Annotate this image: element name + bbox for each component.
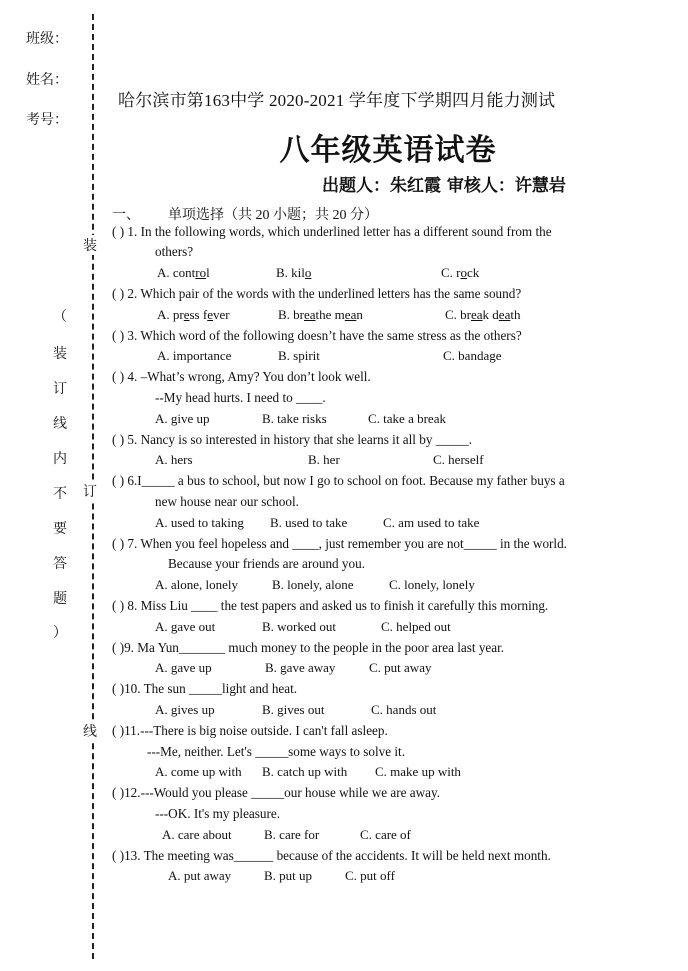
question-2-stem: ( ) 2. Which pair of the words with the underlined letters has the same sound? xyxy=(112,286,522,301)
binding-note-char: 订 xyxy=(53,382,67,397)
question-6-option-a: A. used to taking xyxy=(155,515,244,530)
question-11-option-c: C. make up with xyxy=(375,764,461,779)
question-6-option-c: C. am used to take xyxy=(383,515,480,530)
question-4-option-b: B. take risks xyxy=(262,411,327,426)
question-3-option-b: B. spirit xyxy=(278,348,320,363)
question-5-stem: ( ) 5. Nancy is so interested in history that she learns it all by _____. xyxy=(112,432,473,447)
question-7-option-b: B. lonely, alone xyxy=(272,577,354,592)
question-4-stem-continued: --My head hurts. I need to ____. xyxy=(155,390,326,405)
question-1-stem-continued: others? xyxy=(155,244,194,259)
question-12-option-a: A. care about xyxy=(162,827,232,842)
question-3-option-c: C. bandage xyxy=(443,348,502,363)
question-10-option-c: C. hands out xyxy=(371,702,437,717)
binding-mark-char: 装 xyxy=(80,235,100,255)
question-11-option-a: A. come up with xyxy=(155,764,242,779)
question-12-stem-continued: ---OK. It's my pleasure. xyxy=(155,806,281,821)
question-8-option-c: C. helped out xyxy=(381,619,451,634)
question-8-option-b: B. worked out xyxy=(262,619,337,634)
question-13-stem: ( )13. The meeting was______ because of the accidents. It will be held next month. xyxy=(112,848,551,863)
question-13-option-c: C. put off xyxy=(345,868,395,883)
question-11-stem-continued: ---Me, neither. Let's _____some ways to solve it. xyxy=(147,744,406,759)
question-11-option-b: B. catch up with xyxy=(262,764,348,779)
question-4-option-a: A. give up xyxy=(155,411,210,426)
question-6-stem: ( ) 6.I_____ a bus to school, but now I go to school on foot. Because my father buys a xyxy=(112,473,565,488)
question-4-stem: ( ) 4. –What’s wrong, Amy? You don’t look well. xyxy=(112,369,371,384)
section-heading xyxy=(112,204,378,224)
question-1-option-a: A. control xyxy=(157,265,210,280)
binding-note-char: 题 xyxy=(53,592,67,607)
question-7-option-a: A. alone, lonely xyxy=(155,577,239,592)
binding-note-char: 线 xyxy=(53,417,67,432)
binding-note-char: 答 xyxy=(53,557,67,572)
question-12-stem: ( )12.---Would you please _____our house while we are away. xyxy=(112,785,441,800)
question-9-option-b: B. gave away xyxy=(265,660,336,675)
class-label: 班级： xyxy=(26,32,68,47)
question-5-option-a: A. hers xyxy=(155,452,193,467)
question-7-stem-continued: Because your friends are around you. xyxy=(168,556,366,571)
question-10-option-a: A. gives up xyxy=(155,702,215,717)
question-1-option-c: C. rock xyxy=(441,265,480,280)
question-10-option-b: B. gives out xyxy=(262,702,325,717)
question-13-option-a: A. put away xyxy=(168,868,232,883)
section-number: 一、 xyxy=(112,208,140,223)
question-2-option-c: C. break death xyxy=(445,307,521,322)
binding-note-char: 不 xyxy=(53,487,67,502)
question-1-option-b: B. kilo xyxy=(276,265,312,280)
question-8-option-a: A. gave out xyxy=(155,619,216,634)
question-5-option-b: B. her xyxy=(308,452,340,467)
question-3-stem: ( ) 3. Which word of the following doesn’t have the same stress as the others? xyxy=(112,328,522,343)
section-title: 单项选择（共 20 小题；共 20 分） xyxy=(168,208,378,223)
exam-number-label: 考号： xyxy=(26,113,68,128)
binding-note-char: 内 xyxy=(53,452,67,467)
question-9-stem: ( )9. Ma Yun_______ much money to the people in the poor area last year. xyxy=(112,640,505,655)
binding-note-char: （ xyxy=(53,310,67,325)
question-7-option-c: C. lonely, lonely xyxy=(389,577,475,592)
question-9-option-a: A. gave up xyxy=(155,660,212,675)
question-13-option-b: B. put up xyxy=(264,868,313,883)
question-2-option-a: A. press fever xyxy=(157,307,230,322)
binding-mark-char: 线 xyxy=(80,721,100,741)
page-title: 八年级英语试卷 xyxy=(279,133,497,168)
question-5-option-c: C. herself xyxy=(433,452,484,467)
name-label: 姓名： xyxy=(26,73,68,88)
question-6-stem-continued: new house near our school. xyxy=(155,494,299,509)
question-2-option-b: B. breathe mean xyxy=(278,307,363,322)
question-6-option-b: B. used to take xyxy=(270,515,348,530)
question-10-stem: ( )10. The sun _____light and heat. xyxy=(112,681,298,696)
binding-mark-char: 订 xyxy=(80,481,100,501)
question-1-stem: ( ) 1. In the following words, which underlined letter has a different sound from the xyxy=(112,224,552,239)
question-3-option-a: A. importance xyxy=(157,348,232,363)
setter-line: 出题人：朱红霞 审核人：许慧岩 xyxy=(322,176,566,196)
binding-note-char: 装 xyxy=(53,347,67,362)
question-12-option-b: B. care for xyxy=(264,827,320,842)
question-11-stem: ( )11.---There is big noise outside. I can't fall asleep. xyxy=(112,723,388,738)
question-4-option-c: C. take a break xyxy=(368,411,446,426)
binding-note-char: 要 xyxy=(53,522,67,537)
question-9-option-c: C. put away xyxy=(369,660,432,675)
binding-note-char: ） xyxy=(53,626,67,641)
question-8-stem: ( ) 8. Miss Liu ____ the test papers and asked us to finish it carefully this morning. xyxy=(112,598,549,613)
question-7-stem: ( ) 7. When you feel hopeless and ____, just remember you are not_____ in the world. xyxy=(112,536,567,551)
school-heading: 哈尔滨市第163中学 2020-2021 学年度下学期四月能力测试 xyxy=(118,91,556,110)
question-12-option-c: C. care of xyxy=(360,827,411,842)
